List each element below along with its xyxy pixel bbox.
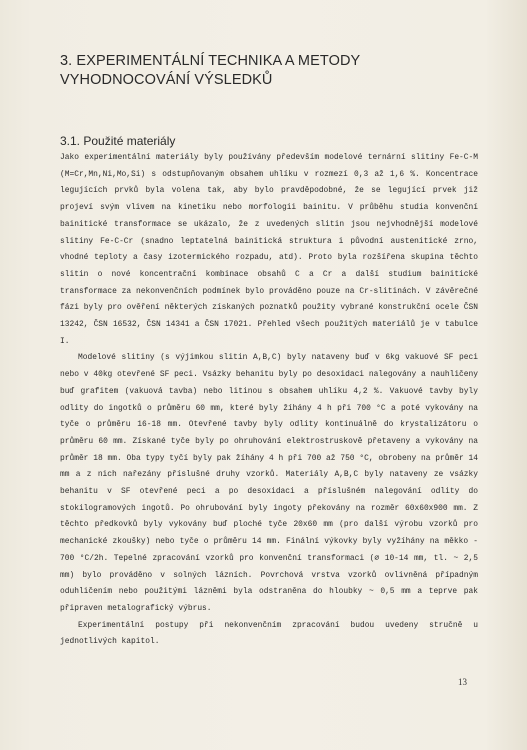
section-title: 3.1. Použité materiály <box>60 134 176 148</box>
body-text <box>60 150 478 651</box>
page-number: 13 <box>458 677 467 687</box>
paragraph-2: Modelové slitiny (s výjimkou slitin A,B,C) byly nataveny buď v 6kg vakuové SF peci nebo v 40kg otevřené SF peci. Vsázky behanitu byly po desoxidaci nalegovány a nauhličeny buď grafitem (vakuová tavba) nebo litinou s obsahem uhlíku 4,2 %. Vakuové tavby byly odlity do ingotků o průměru 60 mm, které byly žíhány 4 h při 700 °C a poté vykovány na tyče o průměru 16-18 mm. Otevřené tavby byly odlity kontinuálně do krystalizátoru o průměru 60 mm. Získané tyče byly po ohruhování elektrostruskově přetaveny a vykovány na průměr 18 mm. Oba typy tyčí byly pak žíhány 4 h při 700 až 750 °C, obrobeny na průměr 14 mm a z nich nařezány příslušné druhy vzorků. Materiály A,B,C byly nataveny ze vsázky behanitu v SF otevřené peci a po desoxidaci a příslušném nalegování odlity do stokilogramových ingotů. Po ohrubování byly ingoty překovány na rozměr 60x60x900 mm. Z těchto předkovků byly vykovány buď ploché tyče 20x60 mm (pro další výrobu vzorků pro mechanické zkoušky) nebo tyče o průměru 14 mm. Finální výkovky byly vyžíhány na měkko - 700 °C/2h. Tepelné zpracování vzorků pro konvenční transformaci (∅ 10-14 mm, tl. ~ 2,5 mm) bylo prováděno v solných lázních. Povrchová vrstva vzorků ovlivněná případným oduhličením nebo použitými lázněmi byla odstraněna do hloubky ~ 0,5 mm a teprve pak připraven metalografický výbrus. <box>60 353 478 613</box>
chapter-title-line-2: VYHODNOCOVÁNÍ VÝSLEDKŮ <box>60 72 273 88</box>
paragraph-1: Jako experimentální materiály byly používány především modelové ternární slitiny Fe-C-M (M=Cr,Mn,Ni,Mo,Si) s odstupňovaným obsahem uhlíku v rozmezí 0,3 až 1,6 %. Koncentrace legujících prvků byla volena tak, aby bylo pravděpodobné, že se legující prvek již projeví svým vlivem na kinetiku nebo morfologii bainitu. V průběhu studia konvenční bainitické transformace se ukázalo, že z uvedených slitin jsou nejvhodnější modelové slitiny Fe-C-Cr (snadno leptatelná bainitická struktura i původní austenitické zrno, vhodné teploty a časy izotermického rozpadu, atd). Proto byla rozšířena skupina těchto slitin o nové koncentrační kombinace obsahů C a Cr a další studium bainitické transformace za nekonvenčních podmínek bylo prováděno pouze na Cr-slitinách. V závěrečné fázi byly pro ověření některých získaných poznatků použity vybrané konstrukční ocele ČSN 13242, ČSN 16532, ČSN 14341 a ČSN 17021. Přehled všech použitých materiálů je v tabulce I. <box>60 153 478 346</box>
chapter-title <box>60 52 460 90</box>
paragraph-3: Experimentální postupy při nekonvenčním zpracování budou uvedeny stručně u jednotlivých kapitol. <box>60 620 478 647</box>
chapter-title-line-1: 3. EXPERIMENTÁLNÍ TECHNIKA A METODY <box>60 53 361 69</box>
